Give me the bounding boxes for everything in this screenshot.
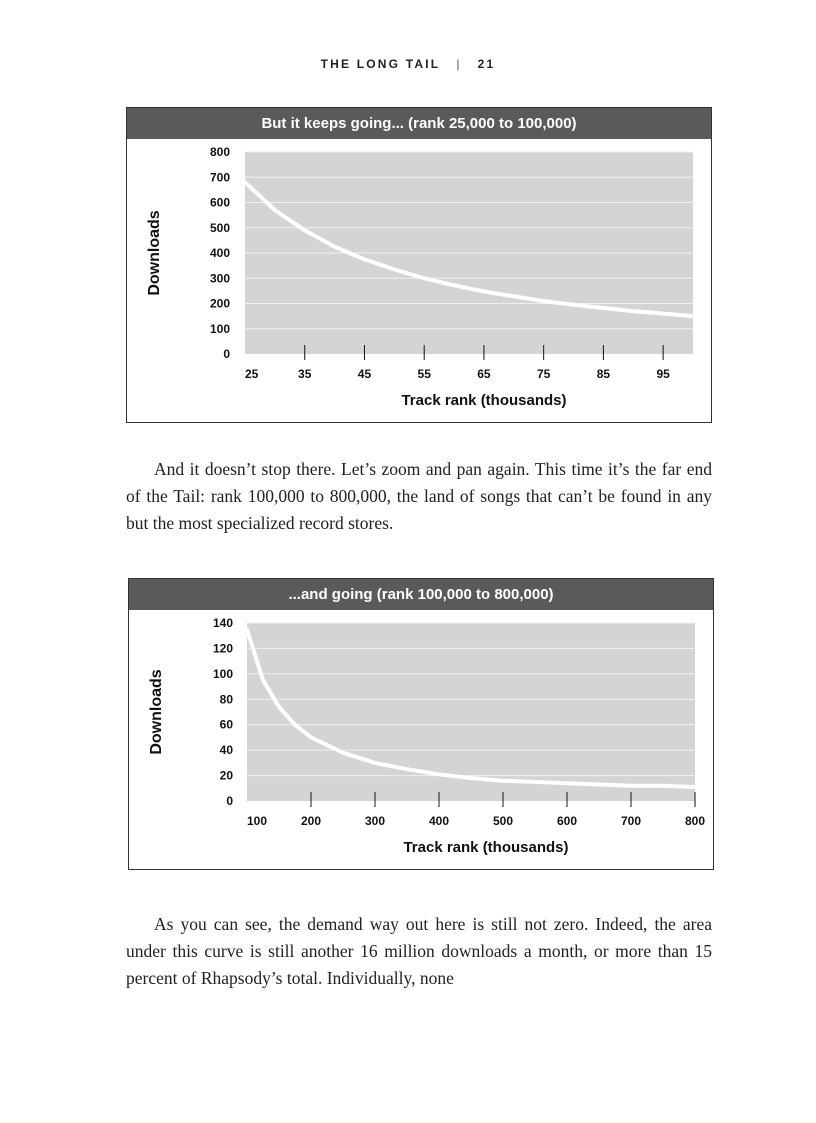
- x-tick-label: 200: [300, 814, 322, 828]
- y-tick-label: 120: [212, 641, 233, 656]
- y-tick-label: 800: [209, 145, 230, 159]
- y-tick-label: 700: [209, 170, 230, 185]
- y-tick-label: 0: [226, 794, 233, 808]
- chart-title: ...and going (rank 100,000 to 800,000): [129, 579, 713, 610]
- x-tick-label: 35: [298, 367, 312, 381]
- y-axis-label: Downloads: [148, 669, 165, 755]
- page-number: 21: [477, 57, 496, 71]
- x-tick-label: 25: [245, 367, 259, 381]
- y-tick-label: 200: [209, 296, 230, 311]
- chart-svg: [129, 579, 715, 871]
- paragraph-text: As you can see, the demand way out here is still not zero. Indeed, the area under this curve is still another 16 million downloads a month, or more than 15 percent of Rhapsody’s total. Individually, none: [126, 914, 712, 988]
- x-axis-label: Track rank (thousands): [401, 392, 567, 409]
- y-tick-label: 500: [209, 220, 230, 235]
- y-tick-label: 0: [223, 347, 230, 361]
- x-tick-label: 700: [620, 814, 642, 828]
- chart-svg: [127, 108, 713, 424]
- chart-rank-100k-800k: [128, 578, 714, 870]
- y-tick-label: 60: [219, 717, 233, 732]
- body-paragraph: [126, 456, 712, 537]
- y-axis-label: Downloads: [146, 210, 163, 296]
- y-tick-label: 100: [209, 321, 230, 336]
- body-paragraph: [126, 911, 712, 992]
- chart-rank-25k-100k: [126, 107, 712, 423]
- y-tick-label: 400: [209, 246, 230, 260]
- y-tick-label: 300: [209, 271, 230, 286]
- x-tick-label: 45: [357, 367, 372, 381]
- running-head: [0, 57, 816, 71]
- x-tick-label: 65: [477, 367, 491, 381]
- y-tick-label: 100: [212, 666, 233, 681]
- plot-area: [247, 623, 695, 801]
- x-tick-label: 600: [556, 814, 578, 828]
- x-tick-label: 800: [684, 814, 706, 828]
- x-tick-label: 95: [656, 367, 670, 381]
- x-tick-label: 100: [247, 814, 268, 828]
- y-tick-label: 20: [219, 768, 233, 783]
- y-tick-label: 140: [212, 616, 233, 630]
- x-axis-label: Track rank (thousands): [403, 839, 569, 856]
- paragraph-text: And it doesn’t stop there. Let’s zoom and pan again. This time it’s the far end of the Tail: rank 100,000 to 800,000, the land of songs that can’t be found in any but the most specialized record stores.: [126, 459, 712, 533]
- running-head-separator: |: [456, 57, 462, 71]
- y-tick-label: 80: [219, 692, 233, 707]
- x-tick-label: 85: [596, 367, 611, 381]
- x-tick-label: 500: [492, 814, 514, 828]
- chart-title: But it keeps going... (rank 25,000 to 100,000): [127, 108, 711, 139]
- running-head-title: THE LONG TAIL: [320, 57, 441, 71]
- x-tick-label: 75: [536, 367, 551, 381]
- x-tick-label: 55: [417, 367, 431, 381]
- y-tick-label: 600: [209, 195, 230, 210]
- y-tick-label: 40: [219, 743, 233, 758]
- x-tick-label: 300: [364, 814, 386, 828]
- x-tick-label: 400: [428, 814, 450, 828]
